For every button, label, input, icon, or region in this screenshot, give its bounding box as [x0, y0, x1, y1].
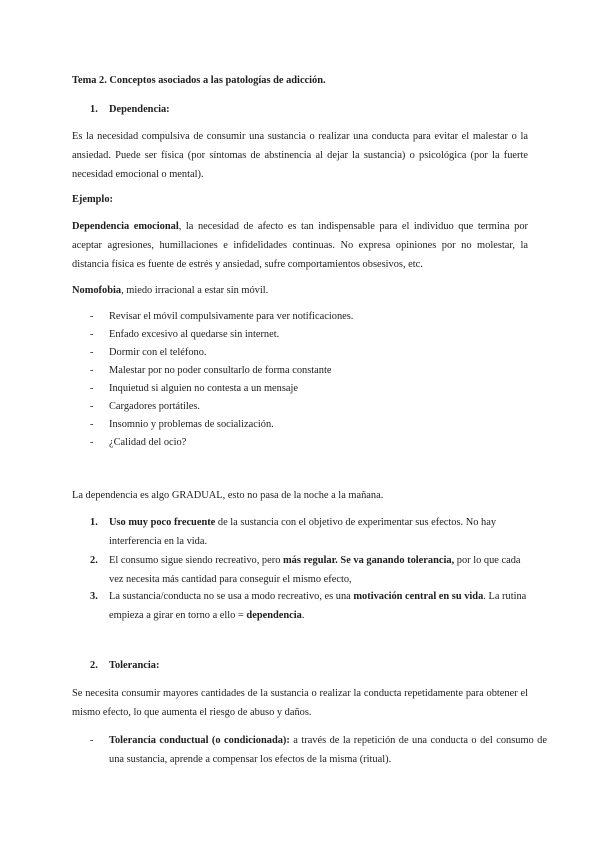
list-item: - Malestar por no poder consultarlo de forma constante	[90, 361, 520, 379]
nomofobia-list	[90, 307, 520, 451]
intro-paragraph: Es la necesidad compulsiva de consumir una sustancia o realizar una conducta para evitar el malestar o la ansiedad. Puede ser física (por síntomas de abstinencia al dejar la sustancia) o psicológica (por la fuerte necesidad emocional o mental).	[72, 131, 528, 180]
tolerancia-intro-paragraph: Se necesita consumir mayores cantidades de la sustancia o realizar la conducta repetidamente para obtener el mismo efecto, lo que aumenta el riesgo de abuso y daños.	[72, 688, 528, 718]
ejemplo-label: Ejemplo:	[72, 194, 113, 205]
list-item: - Inquietud si alguien no contesta a un mensaje	[90, 379, 520, 397]
nomofobia-paragraph: Nomofobia, miedo irracional a estar sin móvil.	[72, 285, 269, 296]
list-item: - Enfado excesivo al quedarse sin internet.	[90, 325, 520, 343]
list-item: - Revisar el móvil compulsivamente para ver notificaciones.	[90, 307, 520, 325]
list-item: 3. La sustancia/conducta no se usa a modo recreativo, es una motivación central en su vida. La rutina empieza a girar en torno a ello = dependencia.	[90, 591, 527, 621]
stages-list	[90, 513, 528, 625]
list-item: 1. Uso muy poco frecuente de la sustancia con el objetivo de experimentar sus efectos. No hay interferencia en la vida.	[90, 517, 497, 547]
list-item: - ¿Calidad del ocio?	[90, 433, 520, 451]
list-item: - Cargadores portátiles.	[90, 397, 520, 415]
list-item: 2. El consumo sigue siendo recreativo, pero más regular. Se va ganando tolerancia, por lo que cada vez necesita más cantidad para conseguir el mismo efecto,	[90, 555, 521, 585]
section-heading-tolerancia: 2. Tolerancia:	[90, 660, 160, 671]
list-item: - Insomnio y problemas de socialización.	[90, 415, 520, 433]
section-heading-dependencia: 1. Dependencia:	[90, 104, 170, 115]
gradual-paragraph: La dependencia es algo GRADUAL, esto no pasa de la noche a la mañana.	[72, 490, 384, 501]
dependencia-emocional-paragraph: Dependencia emocional, la necesidad de afecto es tan indispensable para el individuo que termina por aceptar agresiones, humillaciones e infidelidades continuas. No expresa opiniones por no molestar, la distancia física es fuente de estrés y ansiedad, sufre comportamientos obsesivos, etc.	[72, 221, 528, 270]
tolerancia-conductual-item: - Tolerancia conductual (o condicionada): a través de la repetición de una conducta o del consumo de una sustancia, aprende a compensar los efectos de la misma (ritual).	[90, 735, 547, 765]
list-item: - Dormir con el teléfono.	[90, 343, 520, 361]
page-title: Tema 2. Conceptos asociados a las patologías de adicción.	[72, 75, 326, 86]
